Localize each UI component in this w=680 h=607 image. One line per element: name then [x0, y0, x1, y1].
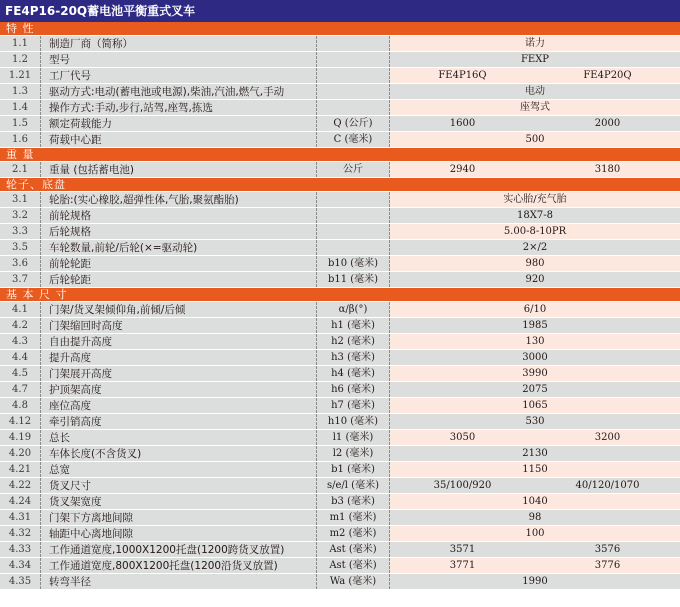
- table-row: [0, 224, 680, 240]
- row-unit: C (毫米): [317, 132, 390, 147]
- row-unit: b11 (毫米): [317, 272, 390, 287]
- row-value-fe4p20q: 3576: [594, 544, 621, 555]
- row-number: 1.4: [0, 100, 41, 115]
- row-label: 门架/货叉架倾仰角,前倾/后倾: [41, 302, 317, 317]
- table-row: [0, 52, 680, 68]
- table-row: [0, 478, 680, 494]
- row-value: 530: [525, 416, 545, 427]
- row-label: 总宽: [41, 462, 317, 477]
- row-label: 额定荷载能力: [41, 116, 317, 131]
- row-number: 4.1: [0, 302, 41, 317]
- row-label: 门架展开高度: [41, 366, 317, 381]
- row-unit: [317, 84, 390, 99]
- table-row: [0, 350, 680, 366]
- row-unit: [317, 52, 390, 67]
- row-number: 1.21: [0, 68, 41, 83]
- row-number: 2.1: [0, 162, 41, 177]
- row-unit: [317, 100, 390, 115]
- row-number: 4.21: [0, 462, 41, 477]
- table-row: [0, 462, 680, 478]
- table-row: [0, 302, 680, 318]
- table-row: [0, 132, 680, 148]
- table-row: [0, 446, 680, 462]
- row-label: 自由提升高度: [41, 334, 317, 349]
- row-label: 工作通道宽度,1000X1200托盘(1200跨货叉放置): [41, 542, 317, 557]
- row-value: 1040: [522, 496, 548, 507]
- row-unit: h4 (毫米): [317, 366, 390, 381]
- row-value-fe4p16q: 3571: [449, 544, 476, 555]
- row-label: 型号: [41, 52, 317, 67]
- row-value-fe4p16q: 3050: [449, 432, 476, 443]
- row-unit: b1 (毫米): [317, 462, 390, 477]
- row-label: 车轮数量,前轮/后轮(×=驱动轮): [41, 240, 317, 255]
- row-unit: Q (公斤): [317, 116, 390, 131]
- row-value: 1985: [522, 320, 548, 331]
- row-number: 3.6: [0, 256, 41, 271]
- table-row: [0, 334, 680, 350]
- row-value: 980: [525, 258, 545, 269]
- table-row: [0, 84, 680, 100]
- row-number: 3.1: [0, 192, 41, 207]
- row-label: 门架下方离地间隙: [41, 510, 317, 525]
- row-unit: h2 (毫米): [317, 334, 390, 349]
- row-value: 1065: [522, 400, 548, 411]
- section-header-characteristics: 特 性: [0, 22, 680, 36]
- table-row: [0, 162, 680, 178]
- row-label: 工作通道宽度,800X1200托盘(1200沿货叉放置): [41, 558, 317, 573]
- row-unit: Ast (毫米): [317, 542, 390, 557]
- row-number: 4.19: [0, 430, 41, 445]
- row-number: 4.4: [0, 350, 41, 365]
- table-row: [0, 398, 680, 414]
- page-title: FE4P16-20Q蓄电池平衡重式叉车: [0, 0, 680, 22]
- row-number: 1.1: [0, 36, 41, 51]
- row-number: 1.3: [0, 84, 41, 99]
- row-unit: h7 (毫米): [317, 398, 390, 413]
- row-unit: s/e/l (毫米): [317, 478, 390, 493]
- row-number: 4.24: [0, 494, 41, 509]
- row-unit: h10 (毫米): [317, 414, 390, 429]
- row-label: 货叉架宽度: [41, 494, 317, 509]
- row-label: 驱动方式:电动(蓄电池或电源),柴油,汽油,燃气,手动: [41, 84, 317, 99]
- row-number: 3.5: [0, 240, 41, 255]
- row-number: 4.7: [0, 382, 41, 397]
- row-number: 1.5: [0, 116, 41, 131]
- row-label: 操作方式:手动,步行,站驾,座驾,拣选: [41, 100, 317, 115]
- table-row: [0, 100, 680, 116]
- row-value: 2×/2: [522, 242, 548, 253]
- row-unit: α/β(°): [317, 302, 390, 317]
- row-value: 3990: [522, 368, 548, 379]
- row-value-fe4p20q: FE4P20Q: [583, 70, 632, 81]
- row-number: 4.3: [0, 334, 41, 349]
- row-label: 车体长度(不含货叉): [41, 446, 317, 461]
- row-label: 轴距中心离地间隙: [41, 526, 317, 541]
- row-unit: l2 (毫米): [317, 446, 390, 461]
- row-value: 1150: [522, 464, 548, 475]
- table-row: [0, 414, 680, 430]
- row-value-fe4p20q: 3180: [594, 164, 621, 175]
- row-label: 前轮轮距: [41, 256, 317, 271]
- row-number: 4.34: [0, 558, 41, 573]
- row-value: FEXP: [520, 54, 550, 65]
- row-value-fe4p16q: 3771: [449, 560, 476, 571]
- row-unit: [317, 208, 390, 223]
- row-number: 3.2: [0, 208, 41, 223]
- row-unit: b3 (毫米): [317, 494, 390, 509]
- row-unit: h1 (毫米): [317, 318, 390, 333]
- row-label: 总长: [41, 430, 317, 445]
- row-number: 4.35: [0, 574, 41, 589]
- row-label: 制造厂商（简称）: [41, 36, 317, 51]
- table-row: [0, 542, 680, 558]
- row-label: 转弯半径: [41, 574, 317, 589]
- row-value: 座驾式: [520, 102, 550, 113]
- row-value: 3000: [522, 352, 548, 363]
- row-value: 500: [525, 134, 545, 145]
- row-value: 1990: [522, 576, 548, 587]
- row-unit: m2 (毫米): [317, 526, 390, 541]
- row-unit: Ast (毫米): [317, 558, 390, 573]
- row-unit: h3 (毫米): [317, 350, 390, 365]
- table-row: [0, 240, 680, 256]
- row-value: 18X7-8: [517, 210, 553, 221]
- row-value: 2130: [522, 448, 548, 459]
- section-header-wheels: 轮子、底盘: [0, 178, 680, 192]
- table-row: [0, 558, 680, 574]
- table-row: [0, 318, 680, 334]
- row-value-fe4p20q: 40/120/1070: [575, 480, 640, 491]
- row-value: 2075: [522, 384, 548, 395]
- row-number: 4.12: [0, 414, 41, 429]
- row-value-fe4p16q: 1600: [449, 118, 476, 129]
- row-unit: b10 (毫米): [317, 256, 390, 271]
- row-value: 5.00-8-10PR: [503, 226, 567, 237]
- row-value: 98: [528, 512, 542, 523]
- row-unit: [317, 36, 390, 51]
- table-row: [0, 366, 680, 382]
- row-number: 4.20: [0, 446, 41, 461]
- row-number: 4.8: [0, 398, 41, 413]
- table-row: [0, 526, 680, 542]
- table-row: [0, 430, 680, 446]
- row-number: 1.2: [0, 52, 41, 67]
- row-label: 货叉尺寸: [41, 478, 317, 493]
- row-label: 座位高度: [41, 398, 317, 413]
- row-label: 门架缩回时高度: [41, 318, 317, 333]
- row-value: 6/10: [523, 304, 547, 315]
- row-value-fe4p16q: FE4P16Q: [438, 70, 487, 81]
- table-row: [0, 494, 680, 510]
- row-number: 4.32: [0, 526, 41, 541]
- row-unit: [317, 192, 390, 207]
- row-label: 提升高度: [41, 350, 317, 365]
- row-value: 130: [525, 336, 545, 347]
- row-value-fe4p16q: 2940: [449, 164, 476, 175]
- row-value: 诺力: [525, 38, 545, 49]
- section-header-weight: 重 量: [0, 148, 680, 162]
- row-value-fe4p20q: 3200: [594, 432, 621, 443]
- table-row: [0, 510, 680, 526]
- table-row: [0, 116, 680, 132]
- table-row: [0, 574, 680, 590]
- row-unit: [317, 240, 390, 255]
- table-row: [0, 192, 680, 208]
- row-unit: [317, 68, 390, 83]
- row-label: 轮胎:(实心橡胶,超弹性体,气胎,聚氨酯胎): [41, 192, 317, 207]
- row-unit: 公斤: [317, 162, 390, 177]
- row-label: 工厂代号: [41, 68, 317, 83]
- table-row: [0, 68, 680, 84]
- row-number: 4.5: [0, 366, 41, 381]
- table-row: [0, 382, 680, 398]
- row-number: 4.33: [0, 542, 41, 557]
- row-unit: Wa (毫米): [317, 574, 390, 589]
- row-label: 后轮规格: [41, 224, 317, 239]
- table-row: [0, 208, 680, 224]
- row-unit: [317, 224, 390, 239]
- row-value: 实心胎/充气胎: [503, 194, 567, 205]
- row-number: 4.31: [0, 510, 41, 525]
- section-header-dimensions: 基 本 尺 寸: [0, 288, 680, 302]
- row-label: 前轮规格: [41, 208, 317, 223]
- row-value: 电动: [525, 86, 545, 97]
- row-number: 3.3: [0, 224, 41, 239]
- row-label: 荷载中心距: [41, 132, 317, 147]
- table-row: [0, 36, 680, 52]
- row-value-fe4p20q: 3776: [594, 560, 621, 571]
- row-value-fe4p16q: 35/100/920: [433, 480, 492, 491]
- row-value-fe4p20q: 2000: [594, 118, 621, 129]
- row-number: 4.22: [0, 478, 41, 493]
- row-number: 3.7: [0, 272, 41, 287]
- row-unit: l1 (毫米): [317, 430, 390, 445]
- row-unit: h6 (毫米): [317, 382, 390, 397]
- row-value: 920: [525, 274, 545, 285]
- row-number: 4.2: [0, 318, 41, 333]
- row-value: 100: [525, 528, 545, 539]
- row-label: 后轮轮距: [41, 272, 317, 287]
- row-unit: m1 (毫米): [317, 510, 390, 525]
- row-label: 牵引销高度: [41, 414, 317, 429]
- row-label: 重量 (包括蓄电池): [41, 162, 317, 177]
- row-label: 护顶架高度: [41, 382, 317, 397]
- row-number: 1.6: [0, 132, 41, 147]
- table-row: [0, 272, 680, 288]
- table-row: [0, 256, 680, 272]
